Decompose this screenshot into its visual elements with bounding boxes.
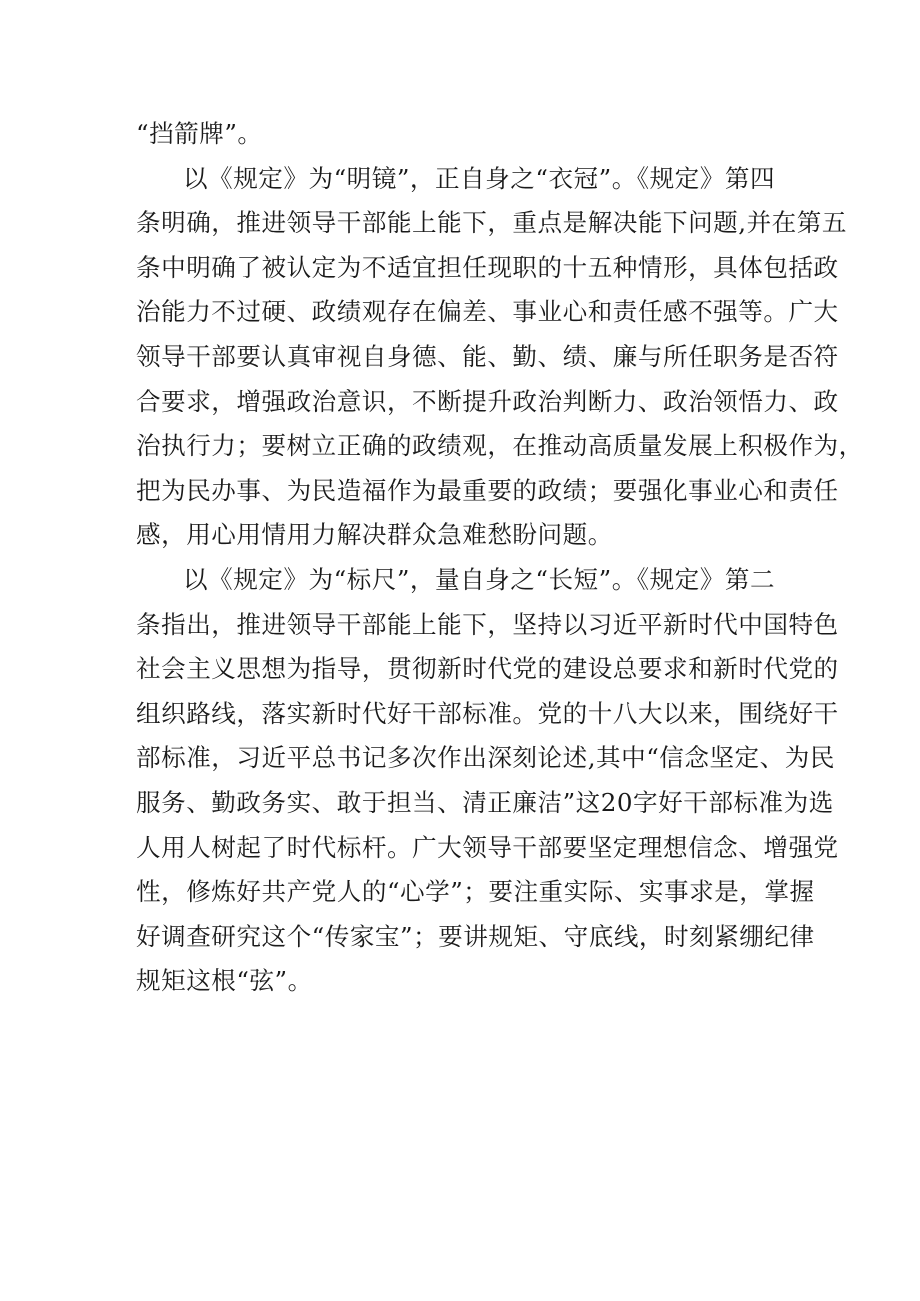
paragraph-first-line: 以《规定》为“明镜”，正自身之“衣冠”。《规定》第四 <box>183 163 776 193</box>
text-line: 服务、勤政务实、敢于担当、清正廉洁”这20字好干部标准为选 <box>136 787 834 817</box>
text-line: 好调查研究这个“传家宝”；要讲规矩、守底线，时刻紧绷纪律 <box>136 921 815 951</box>
text-line: 条指出，推进领导干部能上能下，坚持以习近平新时代中国特色 <box>136 609 839 639</box>
text-line: 感，用心用情用力解决群众急难愁盼问题。 <box>136 520 613 550</box>
text-line: 治执行力；要树立正确的政绩观，在推动高质量发展上积极作为， <box>136 431 864 461</box>
text-line: 把为民办事、为民造福作为最重要的政绩；要强化事业心和责任 <box>136 475 839 505</box>
text-line: 规矩这根“弦”。 <box>136 966 313 996</box>
text-line: 领导干部要认真审视自身德、能、勤、绩、廉与所任职务是否符 <box>136 341 839 371</box>
paragraph-first-line: 以《规定》为“标尺”，量自身之“长短”。《规定》第二 <box>183 564 776 594</box>
text-line: 组织路线，落实新时代好干部标准。党的十八大以来，围绕好干 <box>136 698 839 728</box>
text-line: 人用人树起了时代标杆。广大领导干部要坚定理想信念、增强党 <box>136 832 839 862</box>
text-line: 合要求，增强政治意识，不断提升政治判断力、政治领悟力、政 <box>136 386 839 416</box>
text-line: 部标准，习近平总书记多次作出深刻论述,其中“信念坚定、为民 <box>136 743 835 773</box>
text-line: 性，修炼好共产党人的“心学”；要注重实际、实事求是，掌握 <box>136 877 815 907</box>
text-line: 治能力不过硬、政绩观存在偏差、事业心和责任感不强等。广大 <box>136 297 839 327</box>
document-body <box>136 112 864 1004</box>
text-line: 社会主义思想为指导，贯彻新时代党的建设总要求和新时代党的 <box>136 654 839 684</box>
text-line: 条中明确了被认定为不适宜担任现职的十五种情形，具体包括政 <box>136 252 839 282</box>
text-line: “挡箭牌”。 <box>136 119 263 148</box>
text-line: 条明确，推进领导干部能上能下，重点是解决能下问题,并在第五 <box>136 208 847 238</box>
